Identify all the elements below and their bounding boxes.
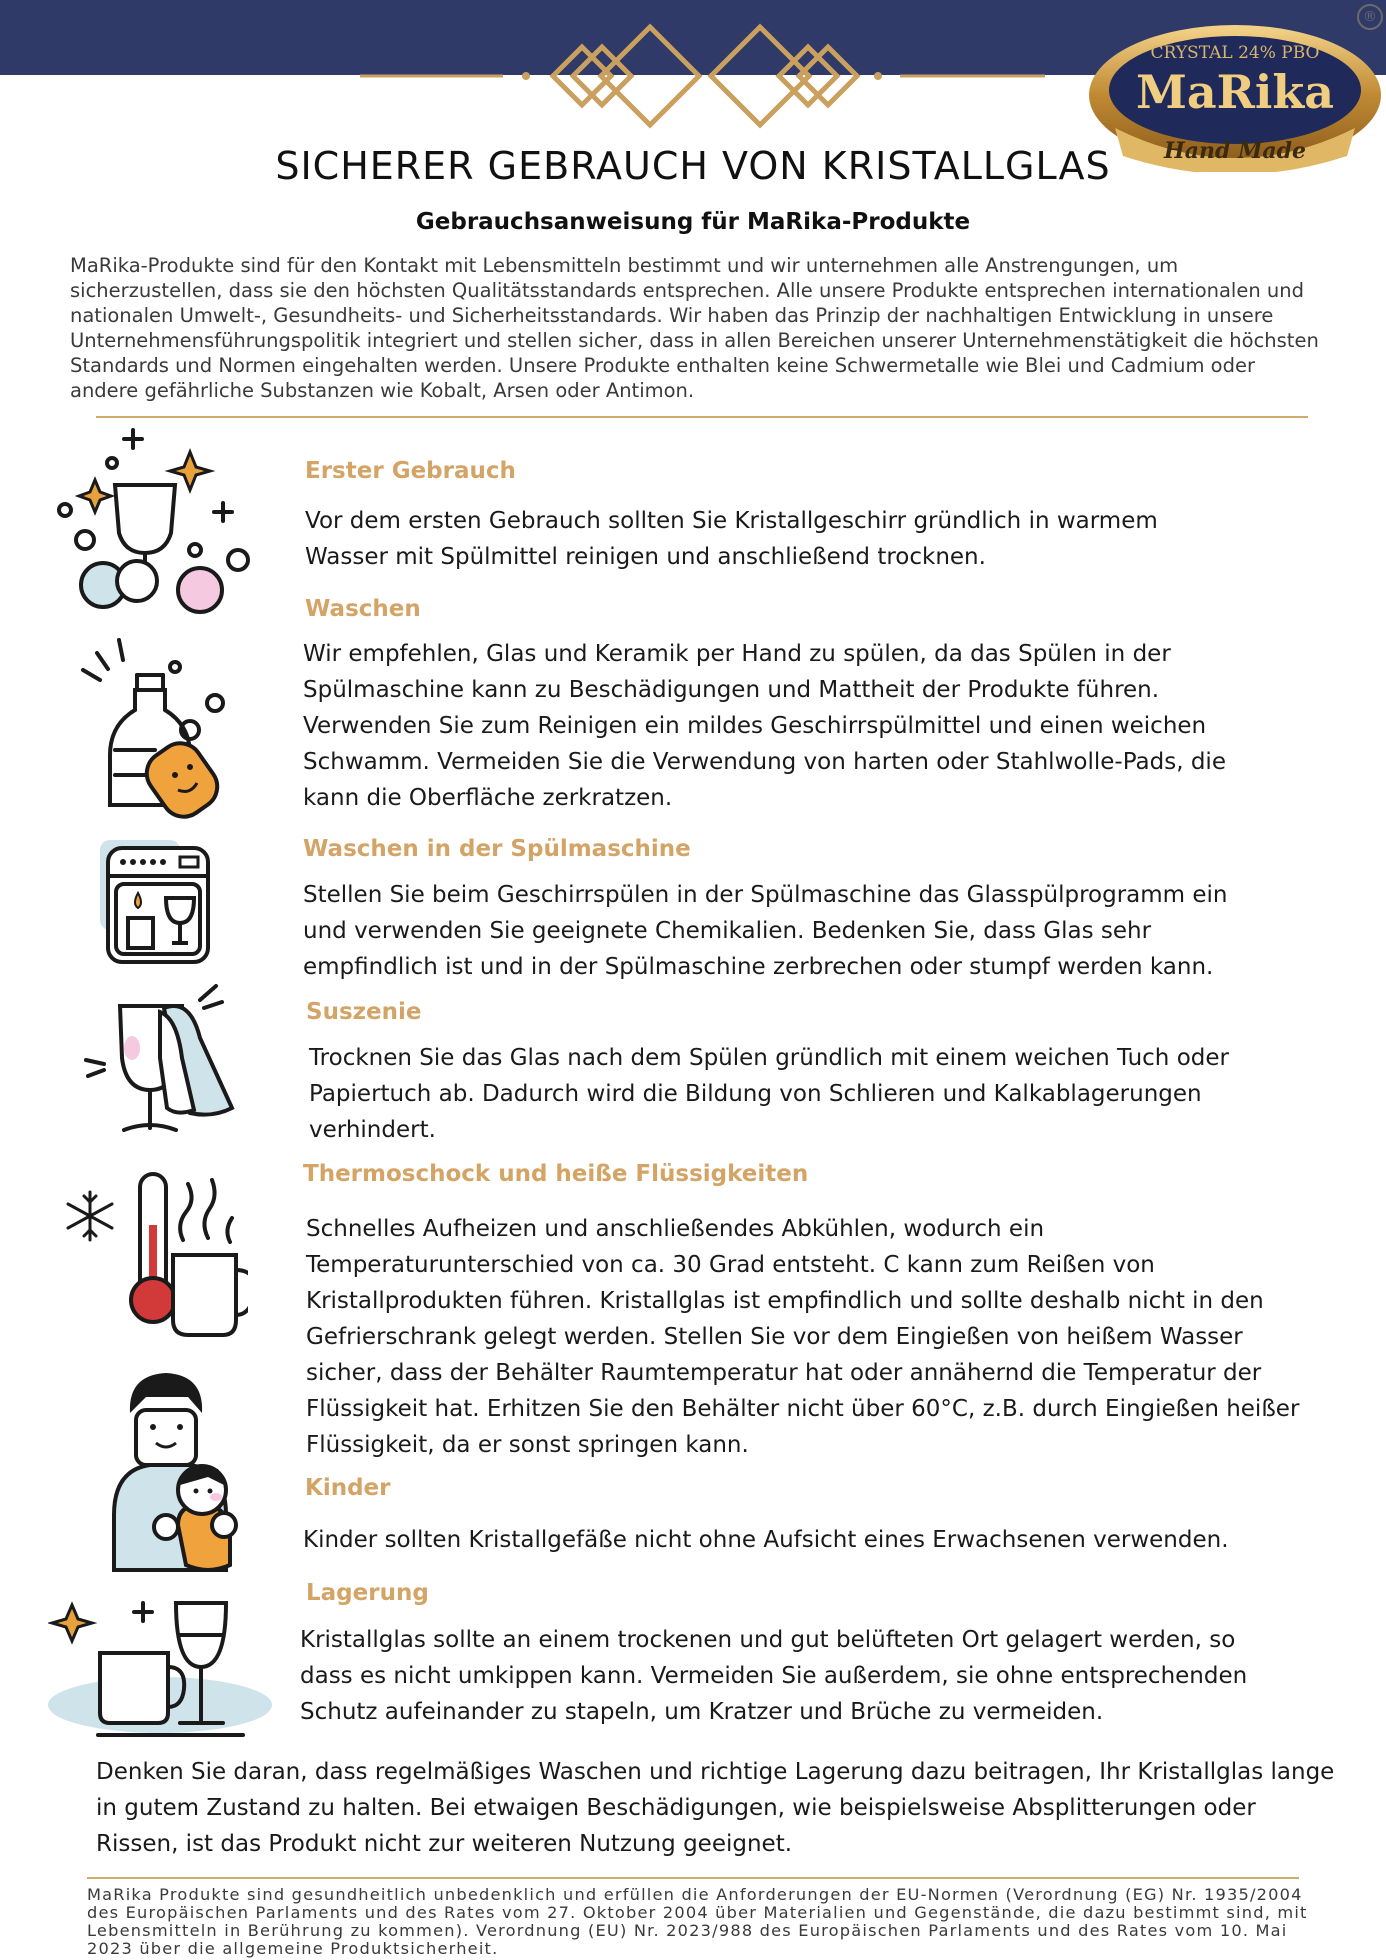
gold-diamond-ornament: [355, 22, 1055, 132]
section-title-first-use: Erster Gebrauch: [305, 458, 516, 484]
divider-top: [96, 416, 1308, 418]
section-text-thermal-shock: Schnelles Aufheizen und anschließendes Abkühlen, wodurch ein Temperaturunterschied von ca. 30 Grad entsteht. C kann zum Reißen von Kristallprodukten führen. Kristallglas ist empfindlich und sollte deshalb nicht in den Gefrierschrank gelegt werden. Stellen Sie vor dem Eingießen von heißem Wasser sicher, dass der Behälter Raumtemperatur hat oder annähernd die Temperatur der Flüssigkeit hat. Erhitzen Sie den Behälter nicht über 60°C, z.B. durch Eingießen heißer Flüssigkeit, da er sonst springen kann.: [306, 1216, 1300, 1458]
dishwasher-icon: [98, 838, 223, 968]
logo-name: MaRika: [1135, 65, 1335, 119]
section-title-storage: Lagerung: [306, 1580, 429, 1606]
dish-soap-sponge-icon: [75, 635, 235, 825]
divider-bottom: [87, 1877, 1299, 1879]
section-text-drying: Trocknen Sie das Glas nach dem Spülen gründlich mit einem weichen Tuch oder Papiertuch ab. Dadurch wird die Bildung von Schlieren und Kalkablagerungen verhindert.: [309, 1045, 1229, 1143]
intro-paragraph: MaRika-Produkte sind für den Kontakt mit Lebensmitteln bestimmt und wir unternehmen alle Anstrengungen, um sicherzustellen, dass sie den höchsten Qualitätsstandards entsprechen. Alle unsere Produkte entsprechen internationalen und nationalen Umwelt-, Gesundheits- und Sicherheitsstandards. Wir haben das Prinzip der nachhaltigen Entwicklung in unsere Unternehmensführungspolitik integriert und stellen sicher, dass in allen Bereichen unserer Unternehmenstätigkeit die höchsten Standards und Normen eingehalten werden. Unsere Produkte enthalten keine Schwermetalle wie Blei und Cadmium oder andere gefährliche Substanzen wie Kobalt, Arsen oder Antimon.: [70, 254, 1319, 402]
section-title-children: Kinder: [305, 1475, 391, 1501]
parent-child-icon: [108, 1365, 238, 1575]
section-title-thermal-shock: Thermoschock und heiße Flüssigkeiten: [303, 1161, 809, 1187]
section-text-first-use: Vor dem ersten Gebrauch sollten Sie Kristallgeschirr gründlich in warmem Wasser mit Spülmittel reinigen und anschließend trocknen.: [305, 508, 1158, 570]
section-text-washing: Wir empfehlen, Glas und Keramik per Hand zu spülen, da das Spülen in der Spülmaschine kann zu Beschädigungen und Mattheit der Produkte führen. Verwenden Sie zum Reinigen ein mildes Geschirrspülmittel und einen weichen Schwamm. Vermeiden Sie die Verwendung von harten oder Stahlwolle-Pads, die kann die Oberfläche zerkratzen.: [303, 641, 1226, 811]
glass-towel-icon: [82, 978, 237, 1143]
section-text-dishwasher: Stellen Sie beim Geschirrspülen in der Spülmaschine das Glasspülprogramm ein und verwenden Sie geeignete Chemikalien. Bedenken Sie, dass Glas sehr empfindlich ist und in der Spülmaschine zerbrechen oder stumpf werden kann.: [303, 882, 1228, 980]
logo-arc-text: CRYSTAL 24% PBO: [1150, 43, 1320, 63]
page-subtitle: Gebrauchsanweisung für MaRika-Produkte: [415, 209, 971, 235]
section-title-drying: Suszenie: [306, 999, 422, 1025]
section-text-children: Kinder sollten Kristallgefäße nicht ohne Aufsicht eines Erwachsenen verwenden.: [303, 1527, 1229, 1553]
legal-footer: MaRika Produkte sind gesundheitlich unbedenklich und erfüllen die Anforderungen der EU-Normen (Verordnung (EG) Nr. 1935/2004 des Europäischen Parlaments und des Rates vom 27. Oktober 2004 über Materialien und Gegenstände, die dazu bestimmt sind, mit Lebensmitteln in Berührung zu kommen). Verordnung (EU) Nr. 2023/988 des Europäischen Parlaments und des Rates vom 10. Mai 2023 über die allgemeine Produktsicherheit.: [87, 1885, 1308, 1958]
logo-tagline: Hand Made: [1163, 138, 1307, 164]
sparkling-glass-icon: [55, 425, 255, 625]
section-title-dishwasher: Waschen in der Spülmaschine: [303, 836, 691, 862]
section-text-storage: Kristallglas sollte an einem trockenen und gut belüfteten Ort gelagert werden, so dass es nicht umkippen kann. Vermeiden Sie außerdem, sie ohne entsprechenden Schutz aufeinander zu stapeln, um Kratzer und Brüche zu vermeiden.: [300, 1627, 1248, 1725]
thermometer-hot-mug-icon: [58, 1170, 248, 1345]
registered-mark: ®: [1357, 4, 1383, 30]
mug-glass-storage-icon: [48, 1595, 273, 1745]
page-title: SICHERER GEBRAUCH VON KRISTALLGLAS: [275, 144, 1111, 188]
section-title-washing: Waschen: [305, 596, 421, 622]
closing-paragraph: Denken Sie daran, dass regelmäßiges Waschen und richtige Lagerung dazu beitragen, Ihr Kristallglas lange in gutem Zustand zu halten. Bei etwaigen Beschädigungen, wie beispielsweise Absplitterungen oder Rissen, ist das Produkt nicht zur weiteren Nutzung geeignet.: [96, 1759, 1335, 1857]
